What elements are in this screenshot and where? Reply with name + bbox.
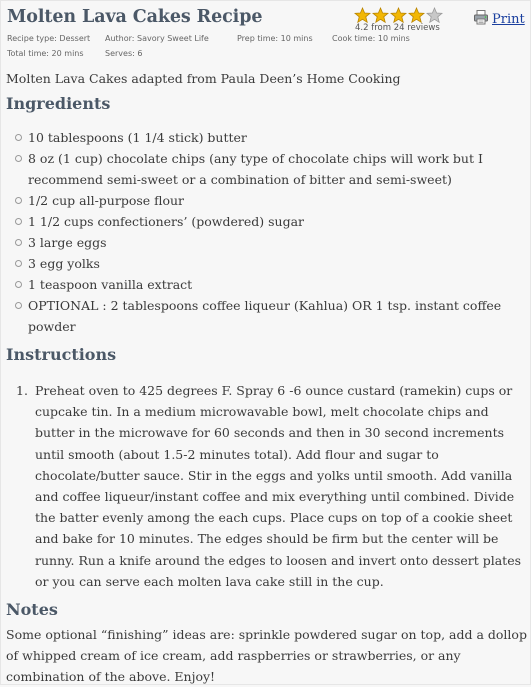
ingredients-heading: Ingredients bbox=[6, 94, 111, 113]
prep-time-value: 10 mins bbox=[280, 34, 313, 43]
ingredient-item: 1 teaspoon vanilla extract bbox=[15, 274, 515, 295]
ingredient-item: 1/2 cup all-purpose flour bbox=[15, 190, 515, 211]
star-filled-icon[interactable] bbox=[354, 7, 371, 24]
prep-time-meta bbox=[237, 34, 313, 43]
star-filled-icon[interactable] bbox=[408, 7, 425, 24]
step-number: 1. bbox=[16, 383, 28, 398]
star-filled-icon[interactable] bbox=[372, 7, 389, 24]
serves-value: 6 bbox=[137, 49, 143, 58]
step-text: Preheat oven to 425 degrees F. Spray 6 -6 ounce custard (ramekin) cups or cupcake tin. In a medium microwavable bowl, melt chocolate chips and butter in the microwave for 60 seconds and then in 30 second increments until smooth (about 1.5-2 minutes total). Add flour and sugar to chocolate/butter sauce. Stir in the eggs and yolks until smooth. Add vanilla and coffee liqueur/instant coffee and mix everything until combined. Divide the batter evenly among the each cups. Place cups on top of a cookie sheet and bake for 10 minutes. The edges should be firm but the center will be runny. Run a knife around the edges to loosen and invert onto dessert plates or you can serve each molten lava cake still in the cup. bbox=[35, 383, 522, 589]
rating-text: 4.2 from 24 reviews bbox=[355, 23, 440, 33]
recipe-summary: Molten Lava Cakes adapted from Paula Deen’s Home Cooking bbox=[6, 71, 401, 86]
serves-label: Serves: bbox=[105, 49, 135, 58]
notes-heading: Notes bbox=[6, 600, 58, 619]
total-time-label: Total time: bbox=[7, 49, 49, 58]
cook-time-meta bbox=[332, 34, 410, 43]
ingredient-item: 10 tablespoons (1 1/4 stick) butter bbox=[15, 127, 515, 148]
rating-stars[interactable] bbox=[353, 7, 453, 24]
total-time-value: 20 mins bbox=[51, 49, 84, 58]
rating-widget[interactable] bbox=[353, 7, 453, 33]
cook-time-value: 10 mins bbox=[377, 34, 410, 43]
print-label[interactable]: Print bbox=[492, 11, 525, 27]
recipe-type-value: Dessert bbox=[59, 34, 91, 43]
recipe-title: Molten Lava Cakes Recipe bbox=[7, 7, 263, 27]
recipe-type-meta bbox=[7, 34, 90, 43]
instruction-step bbox=[15, 380, 527, 592]
ingredient-item: 8 oz (1 cup) chocolate chips (any type of chocolate chips will work but I recommend semi-sweet or a combination of bitter and semi-sweet) bbox=[15, 148, 515, 190]
total-time-meta bbox=[7, 49, 84, 58]
cook-time-label: Cook time: bbox=[332, 34, 376, 43]
recipe-type-label: Recipe type: bbox=[7, 34, 57, 43]
ingredient-item: OPTIONAL : 2 tablespoons coffee liqueur (Kahlua) OR 1 tsp. instant coffee powder bbox=[15, 295, 515, 337]
author-label: Author: bbox=[105, 34, 135, 43]
ingredients-list bbox=[15, 127, 515, 337]
printer-icon bbox=[473, 9, 489, 29]
serves-meta bbox=[105, 49, 142, 58]
author-value: Savory Sweet Life bbox=[137, 34, 209, 43]
star-filled-icon[interactable] bbox=[390, 7, 407, 24]
ingredient-item: 1 1/2 cups confectioners’ (powdered) sugar bbox=[15, 211, 515, 232]
ingredient-item: 3 large eggs bbox=[15, 232, 515, 253]
prep-time-label: Prep time: bbox=[237, 34, 279, 43]
ingredient-item: 3 egg yolks bbox=[15, 253, 515, 274]
notes-text: Some optional “finishing” ideas are: sprinkle powdered sugar on top, add a dollop of whipped cream of ice cream, add raspberries or strawberries, or any combination of the above. Enjoy! bbox=[6, 627, 527, 684]
instructions-list bbox=[15, 380, 527, 592]
instructions-heading: Instructions bbox=[6, 345, 117, 364]
print-link[interactable] bbox=[473, 9, 525, 29]
star-empty-icon[interactable] bbox=[426, 7, 443, 24]
author-meta bbox=[105, 34, 209, 43]
